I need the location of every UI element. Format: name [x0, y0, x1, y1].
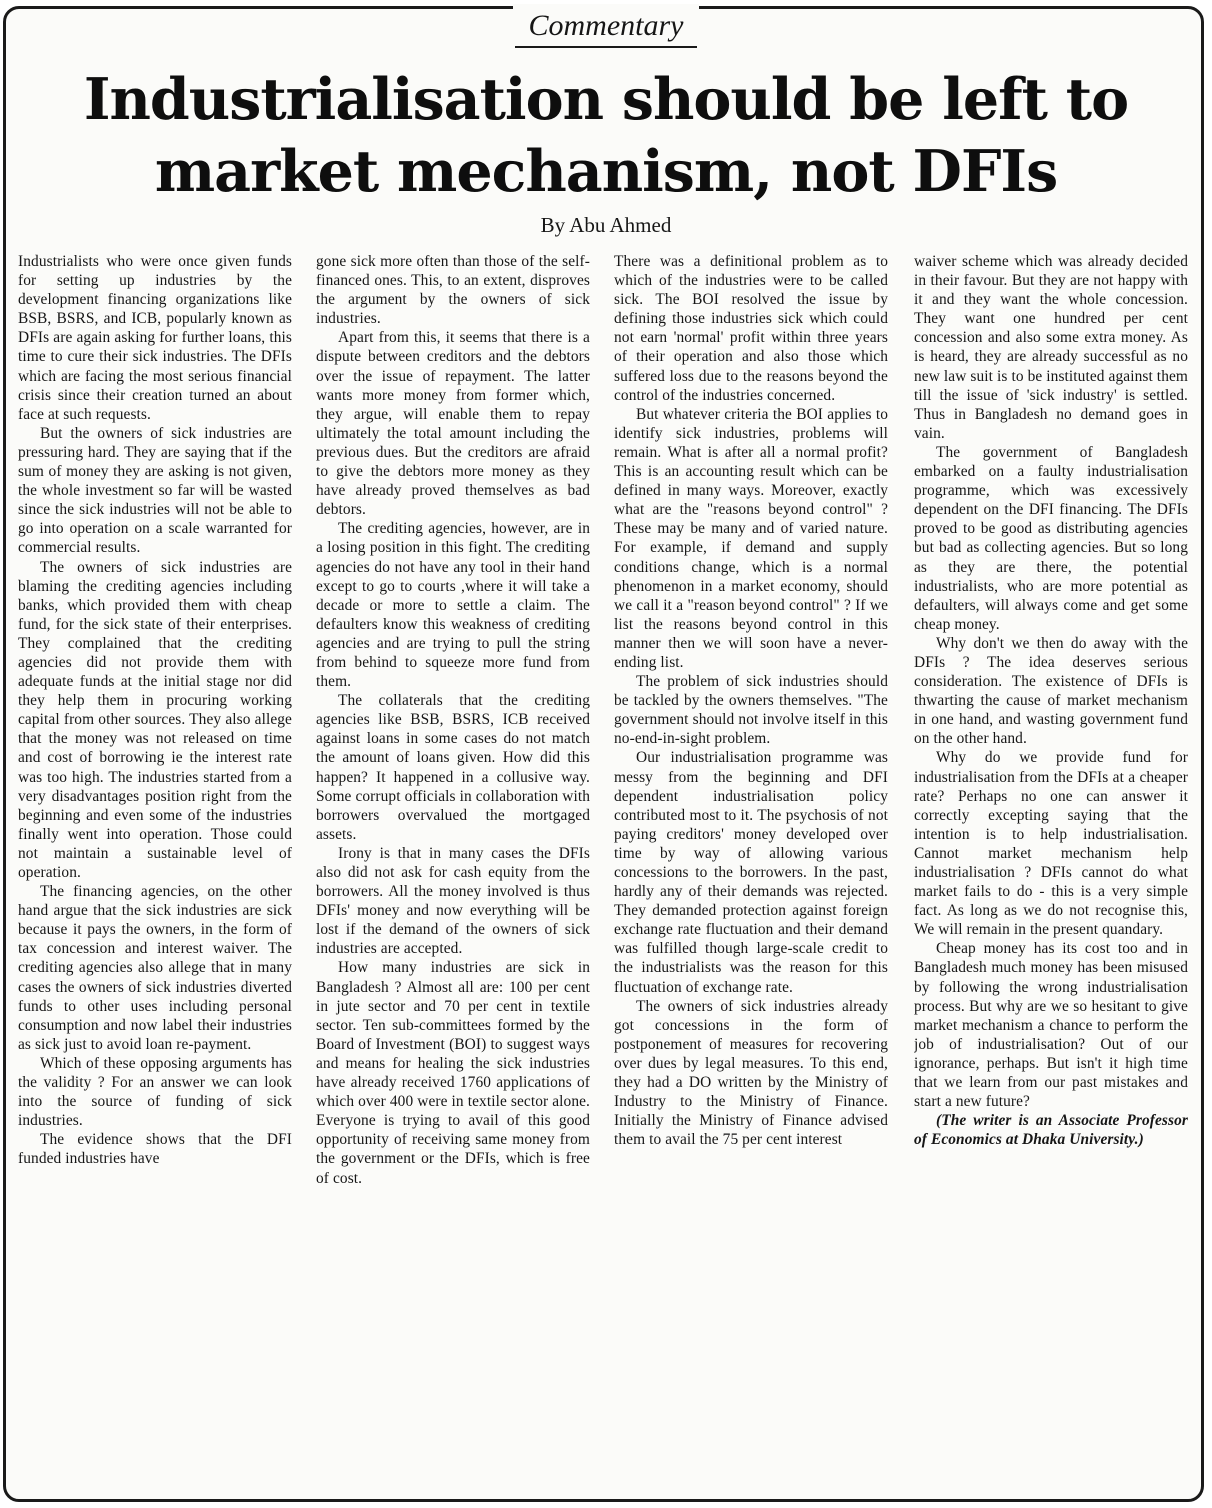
article-column-4 [914, 252, 1188, 1492]
article-paragraph: gone sick more often than those of the self-financed ones. This, to an extent, disproves the argument by the owners of sick industries. [316, 253, 590, 328]
headline [20, 64, 1192, 208]
section-label [0, 4, 1212, 48]
article-paragraph: There was a definitional problem as to which of the industries were to be called sick. The BOI resolved the issue by defining those industries sick which could not earn 'normal' profit within three years of their operation and also those which suffered loss due to the reasons beyond the control of the industries concerned. [614, 253, 888, 404]
headline-line-2: market mechanism, not DFIs [154, 138, 1058, 205]
article-paragraph: The government of Bangladesh embarked on a faulty industrialisation programme, which was excessively dependent on the DFI financing. The DFIs proved to be good as distributing agencies but bad as collecting agencies. But so long as they are there, the potential industrialists, who are more potential as defaulters, will always come and get some cheap money. [914, 443, 1188, 633]
byline: By Abu Ahmed [540, 213, 672, 237]
headline-line-1: Industrialisation should be left to [83, 66, 1129, 133]
article-paragraph: The crediting agencies, however, are in a losing position in this fight. The crediting agencies do not have any tool in their hand except to go to courts ,where it will take a decade or more to settle a claim. The defaulters know this weakness of crediting agencies and are trying to pull the string from behind to squeeze more fund from them. [316, 520, 590, 691]
article-paragraph: The financing agencies, on the other hand argue that the sick industries are sick because it pays the owners, in the form of tax concession and interest waiver. The crediting agencies also allege that in many cases the owners of sick industries diverted funds to other uses including personal consumption and now label their industries as sick just to avoid loan re-payment. [18, 883, 292, 1053]
article-paragraph: How many industries are sick in Bangladesh ? Almost all are: 100 per cent in jute sector and 70 per cent in textile sector. Ten sub-committees formed by the Board of Investment (BOI) to suggest ways and means for healing the sick industries have already received 1760 applications of which over 400 were in textile sector alone. Everyone is trying to avail of this good opportunity of receiving same money from the government or the DFIs, which is free of cost. [316, 959, 590, 1187]
article-paragraph: Why do we provide fund for industrialisation from the DFIs at a cheaper rate? Perhaps no one can answer it correctly excepting saying that the intention is to help industrialisation. Cannot market mechanism help industrialisation ? DFIs cannot do what market fails to do - this is a very simple fact. As long as we do not recognise this, We will remain in the present quandary. [914, 749, 1188, 939]
article-paragraph: But the owners of sick industries are pressuring hard. They are saying that if the sum of money they are asking is not given, the whole investment so far will be wasted since the sick industries will not be able to go into operation on a scale warranted for commercial results. [18, 424, 292, 557]
article-paragraph: But whatever criteria the BOI applies to identify sick industries, problems will remain. What is after all a normal profit? This is an accounting result which can be defined in many ways. Moreover, exactly what are the "reasons beyond control" ? These may be many and of varied nature. For example, if demand and supply conditions change, which is a normal phenomenon in a market economy, should we call it a "reason beyond control" ? If we list the reasons beyond control in this manner then we will soon have a never-ending list. [614, 405, 888, 671]
article-body [18, 252, 1188, 1492]
author-note: (The writer is an Associate Professor of Economics at Dhaka University.) [914, 1112, 1188, 1149]
article-paragraph: The owners of sick industries already got concessions in the form of postponement of measures for recovering over dues by legal measures. To this end, they had a DO written by the Ministry of Industry to the Ministry of Finance. Initially the Ministry of Finance advised them to avail the 75 per cent interest [614, 997, 888, 1149]
article-paragraph: Irony is that in many cases the DFIs also did not ask for cash equity from the borrowers. All the money involved is thus DFIs' money and now everything will be lost if the demand of the owners of sick industries are accepted. [316, 844, 590, 958]
article-paragraph: The collaterals that the crediting agencies like BSB, BSRS, ICB received against loans in some cases do not match the amount of loans given. How did this happen? It happened in a collusive way. Some corrupt officials in collaboration with borrowers overvalued the mortgaged assets. [316, 692, 590, 843]
article-paragraph: The problem of sick industries should be tackled by the owners themselves. "The government should not involve itself in this no-end-in-sight problem. [614, 673, 888, 748]
article-paragraph: The evidence shows that the DFI funded industries have [18, 1131, 292, 1168]
section-label-text: Commentary [513, 4, 700, 48]
article-paragraph: The owners of sick industries are blaming the crediting agencies including banks, which provided them with cheap fund, for the sick state of their enterprises. They complained that the crediting agencies did not provide them with adequate funds at the initial stage nor did they help them in procuring working capital from other sources. They also allege that the money was not released on time and cost of borrowing ie the interest rate was too high. The industries started from a very disadvantages position right from the beginning and even some of the industries finally went into operation. Those could not maintain a sustainable level of operation. [18, 558, 292, 881]
article-column-1 [18, 252, 292, 1492]
article-column-2 [316, 252, 590, 1492]
article-paragraph: Cheap money has its cost too and in Bangladesh much money has been misused by following the wrong industrialisation process. But why are we so hesitant to give market mechanism a chance to perform the job of industrialisation? Out of our ignorance, perhaps. But isn't it high time that we learn from our past mistakes and start a new future? [914, 940, 1188, 1111]
article-paragraph: Which of these opposing arguments has the validity ? For an answer we can look into the source of funding of sick industries. [18, 1054, 292, 1130]
article-paragraph: Industrialists who were once given funds for setting up industries by the development financing organizations like BSB, BSRS, and ICB, popularly known as DFIs are again asking for further loans, this time to cure their sick industries. The DFIs which are facing the most serious financial crisis since their creation turned an about face at such requests. [18, 253, 292, 423]
article-paragraph: Why don't we then do away with the DFIs ? The idea deserves serious consideration. The existence of DFIs is thwarting the cause of market mechanism in one hand, and wasting government fund on the other hand. [914, 634, 1188, 748]
article-paragraph: Our industrialisation programme was messy from the beginning and DFI dependent industrialisation policy contributed most to it. The psychosis of not paying creditors' money developed over time by way of allowing various concessions to the borrowers. In the past, hardly any of their demands was rejected. They demanded protection against foreign exchange rate fluctuation and their demand was fulfilled though large-scale credit to the industrialists was the reason for this fluctuation of exchange rate. [614, 749, 888, 996]
section-label-underline [515, 46, 697, 48]
article-column-3 [614, 252, 888, 1492]
article-paragraph: waiver scheme which was already decided in their favour. But they are not happy with it and they want the whole concession. They want one hundred per cent concession and also some extra money. As is heard, they are already successful as no new law suit is to be instituted against them till the issue of 'sick industry' is settled. Thus in Bangladesh no demand goes in vain. [914, 253, 1188, 442]
article-paragraph: Apart from this, it seems that there is a dispute between creditors and the debtors over the issue of repayment. The latter wants more money from former which, they argue, will enable them to repay ultimately the total amount including the previous dues. But the creditors are afraid to give the debtors more money as they have already proved themselves as bad debtors. [316, 329, 590, 519]
